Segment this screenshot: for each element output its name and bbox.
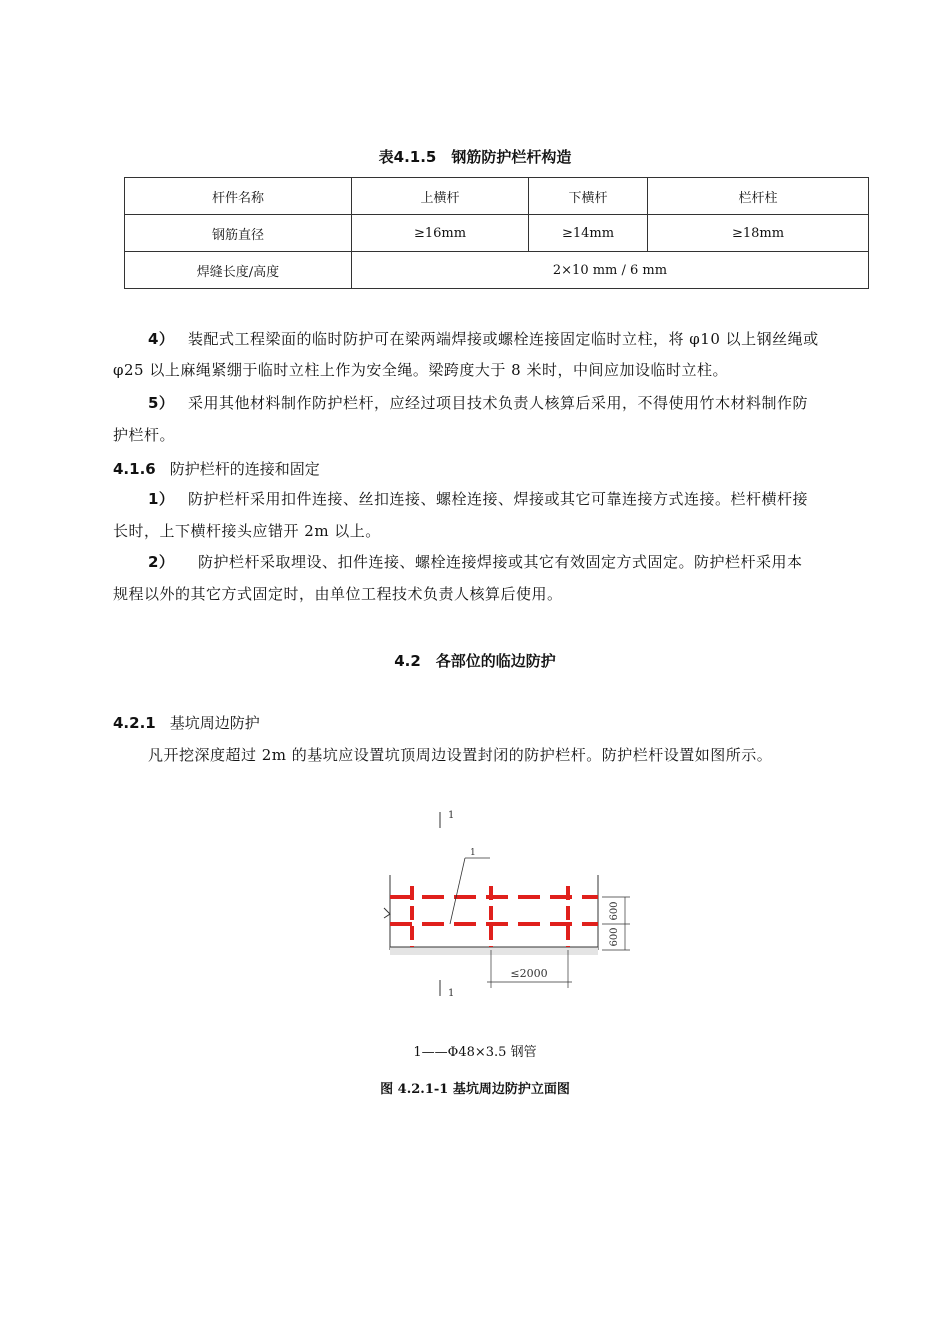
- ground-hatch: [390, 947, 598, 955]
- leader-label: 1: [470, 848, 476, 858]
- table-row: [125, 252, 869, 289]
- section-title: 防护栏杆的连接和固定: [169, 460, 320, 478]
- section-heading-421: [113, 712, 260, 733]
- table-cell: 焊缝长度/高度: [125, 252, 352, 289]
- section-421-body: 凡开挖深度超过 2m 的基坑应设置坑顶周边设置封闭的防护栏杆。防护栏杆设置如图所示。: [148, 746, 773, 764]
- table-header-cell: 栏杆柱: [648, 178, 869, 215]
- item-text: 防护栏杆采取埋设、扣件连接、螺栓连接焊接或其它有效固定方式固定。防护栏杆采用本: [198, 553, 803, 571]
- guardrail: [390, 886, 598, 947]
- table-cell: ≥18mm: [648, 215, 869, 252]
- item-4-line1: [148, 324, 819, 355]
- section-heading-416: [113, 458, 320, 479]
- item-416-2-line1: [148, 547, 803, 578]
- table-header-cell: 杆件名称: [125, 178, 352, 215]
- section-number: 4.2.1: [113, 714, 156, 732]
- table-row: [125, 215, 869, 252]
- item-416-2-line2: 规程以外的其它方式固定时，由单位工程技术负责人核算后使用。: [113, 585, 563, 603]
- figure-caption: 图 4.2.1-1 基坑周边防护立面图: [380, 1082, 570, 1097]
- item-number: 2）: [148, 553, 175, 571]
- table-caption: 表4.1.5 钢筋防护栏杆构造: [378, 148, 572, 166]
- section-number: 4.1.6: [113, 460, 156, 478]
- leader-line: [450, 858, 465, 924]
- item-text: 装配式工程梁面的临时防护可在梁两端焊接或螺栓连接固定临时立柱，将 φ10 以上钢丝绳或: [188, 330, 819, 348]
- item-4-line2: φ25 以上麻绳紧绷于临时立柱上作为安全绳。梁跨度大于 8 米时，中间应加设临时立柱。: [113, 361, 728, 379]
- table-header-cell: 下横杆: [529, 178, 648, 215]
- section-title: 基坑周边防护: [169, 714, 260, 732]
- item-text: 采用其他材料制作防护栏杆，应经过项目技术负责人核算后采用，不得使用竹木材料制作防: [188, 394, 809, 412]
- dim-label-600-top: 600: [609, 901, 620, 921]
- item-416-1-line2: 长时，上下横杆接头应错开 2m 以上。: [113, 522, 381, 540]
- item-number: 1）: [148, 490, 175, 508]
- dim-label-span: ≤2000: [510, 967, 548, 980]
- table-cell: 钢筋直径: [125, 215, 352, 252]
- table-cell: 2×10 mm / 6 mm: [352, 252, 869, 289]
- section-mark-label-top: 1: [448, 810, 455, 821]
- dim-label-600-bottom: 600: [609, 927, 620, 947]
- item-text: 防护栏杆采用扣件连接、丝扣连接、螺栓连接、焊接或其它可靠连接方式连接。栏杆横杆接: [188, 490, 809, 508]
- table-row: [125, 178, 869, 215]
- item-number: 4）: [148, 330, 175, 348]
- spec-table: [124, 177, 869, 289]
- figure-legend: 1——Φ48×3.5 钢管: [413, 1045, 537, 1060]
- left-break-mark: [384, 908, 390, 918]
- table-cell: ≥16mm: [352, 215, 529, 252]
- table-cell: ≥14mm: [529, 215, 648, 252]
- section-mark-label-bottom: 1: [448, 988, 455, 999]
- item-number: 5）: [148, 394, 175, 412]
- item-416-1-line1: [148, 484, 808, 515]
- item-5-line2: 护栏杆。: [113, 426, 176, 444]
- table-header-cell: 上横杆: [352, 178, 529, 215]
- item-5-line1: [148, 388, 808, 419]
- guardrail-elevation-figure: [370, 800, 640, 1010]
- section-heading-42: 4.2 各部位的临边防护: [394, 652, 556, 670]
